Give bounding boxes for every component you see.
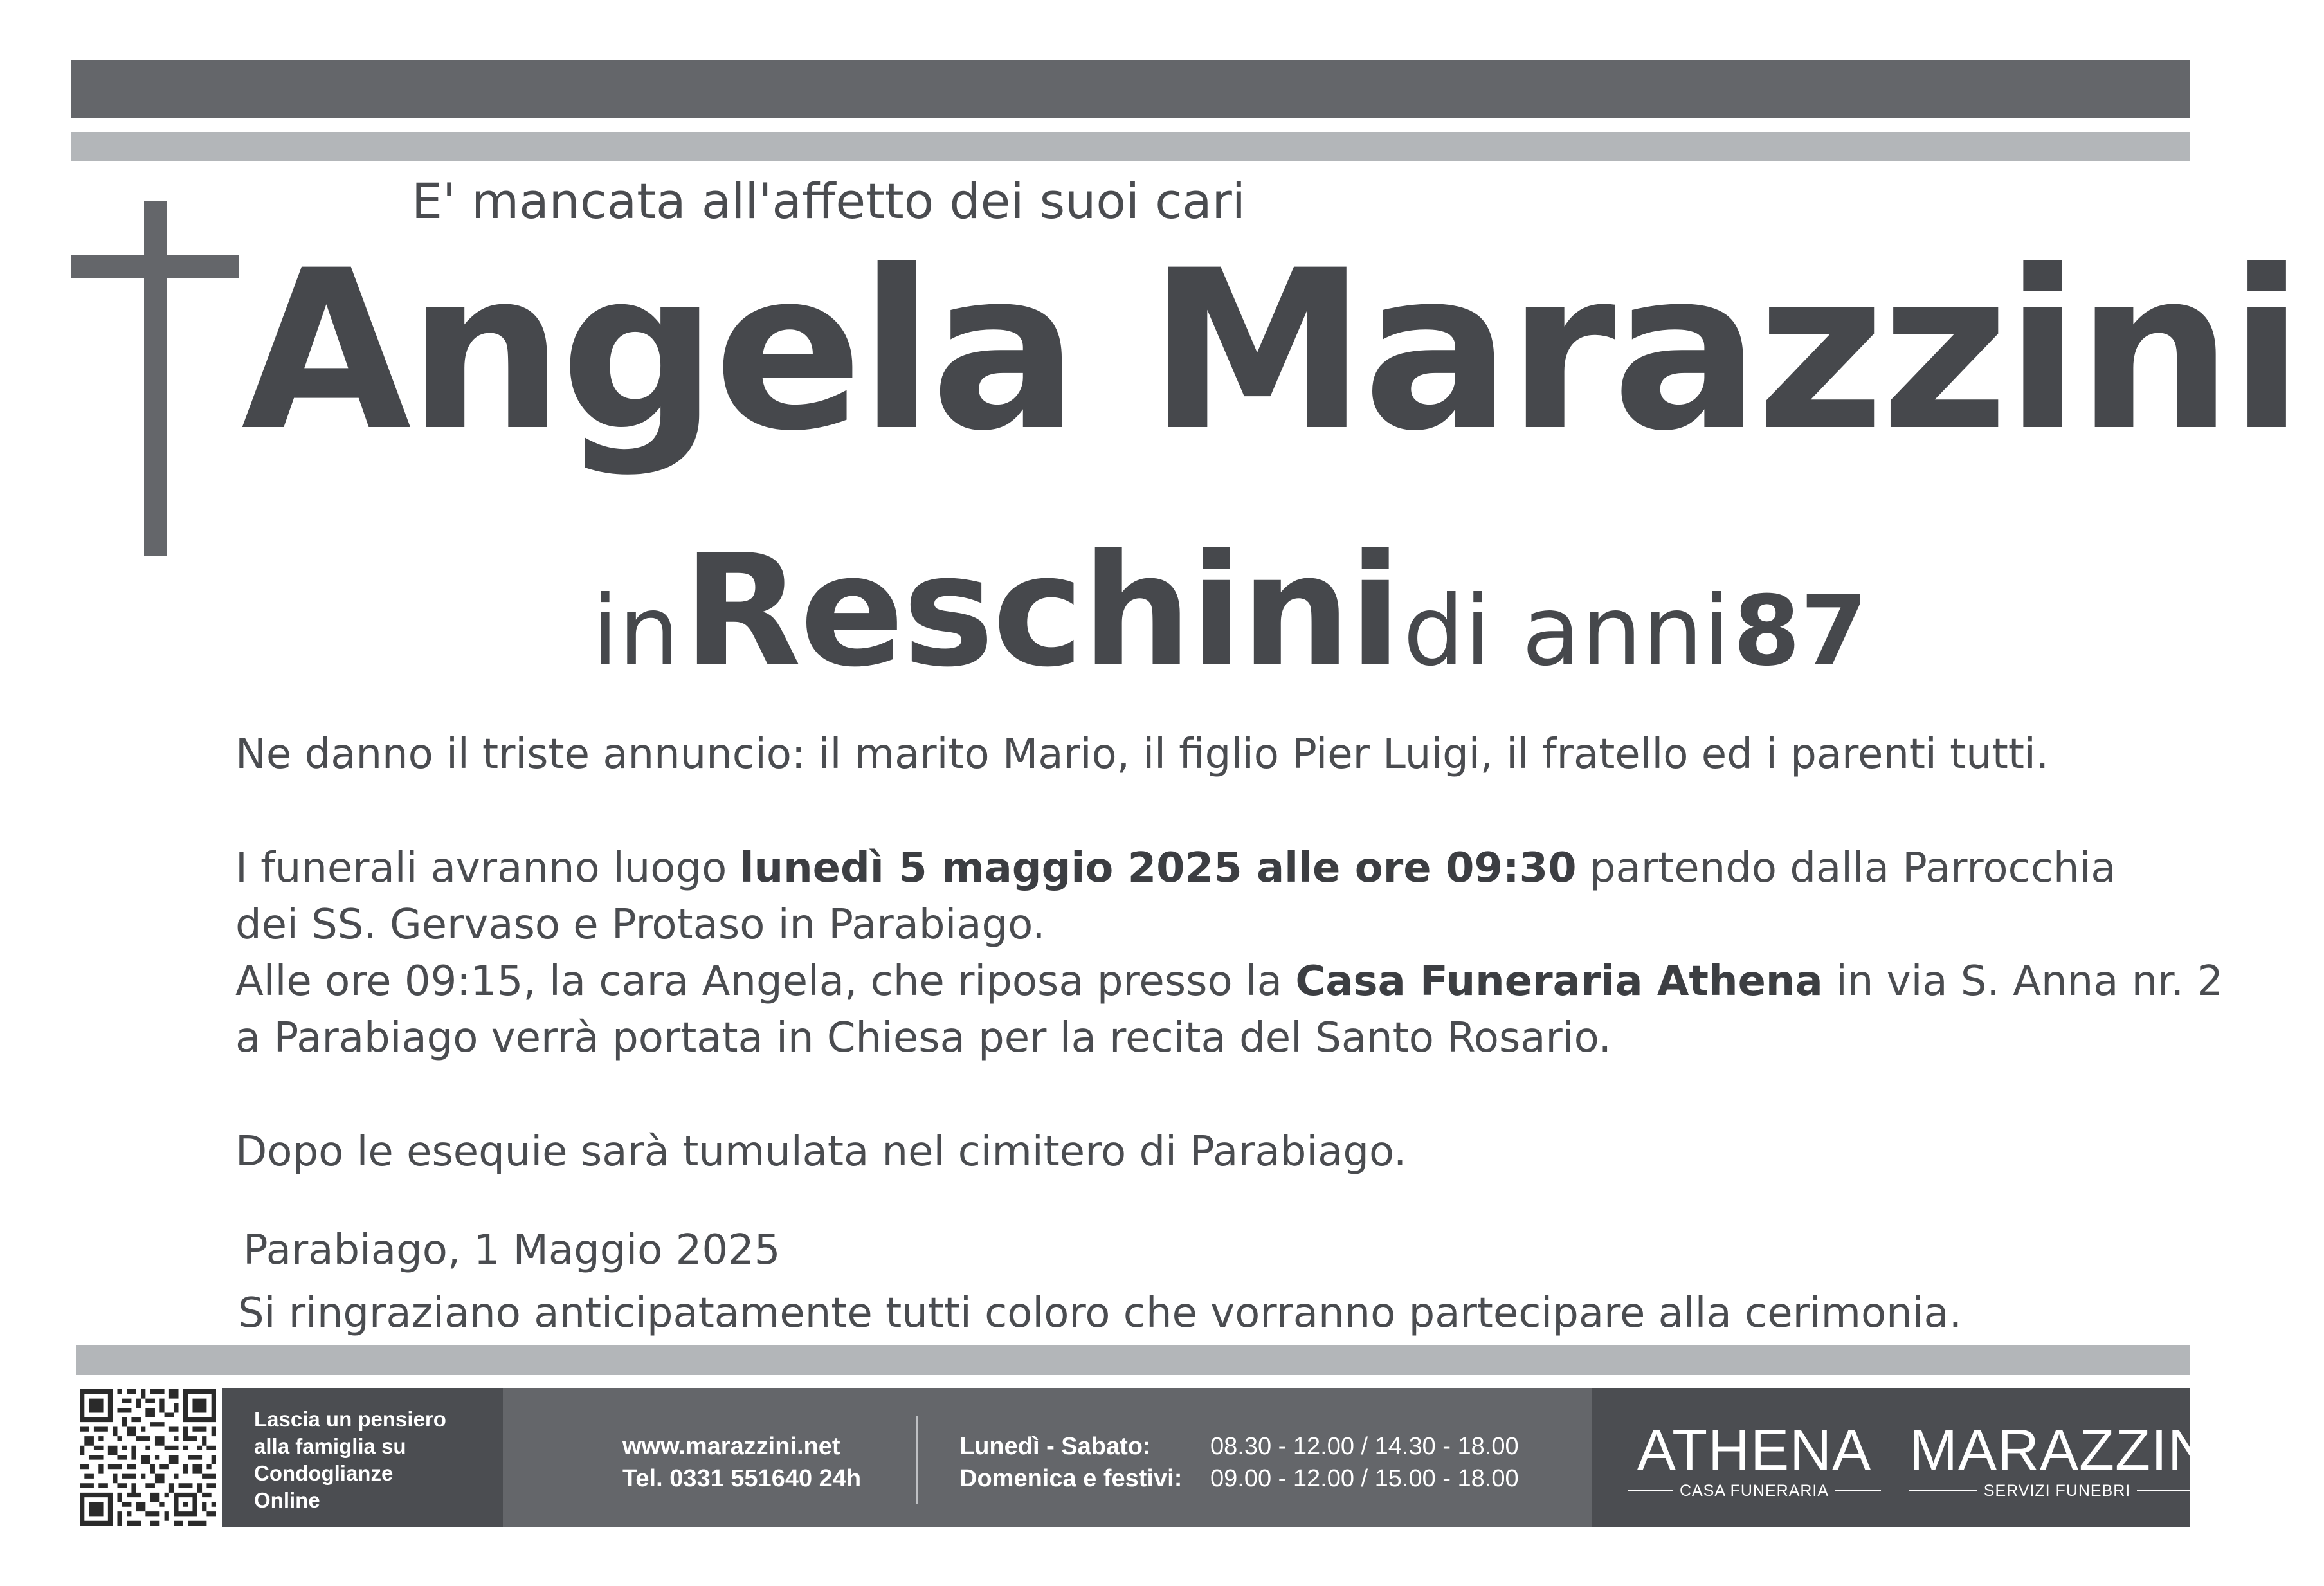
hours-weekday: 08.30 - 12.00 / 14.30 - 18.00 — [1210, 1433, 1519, 1460]
qr-code-icon — [77, 1389, 219, 1526]
bottom-light-bar — [76, 1345, 2190, 1375]
rosary-post: in via S. Anna nr. 2 — [1822, 958, 2224, 1005]
contact-panel — [503, 1388, 1592, 1527]
divider — [916, 1416, 918, 1504]
marazzini-logo — [1909, 1418, 2227, 1500]
athena-logo-name: ATHENA — [1637, 1418, 1872, 1482]
funeral-line — [235, 844, 2116, 892]
married-name: Reschini — [682, 521, 1400, 701]
footer — [76, 1388, 2227, 1527]
thanks-text: Si ringraziano anticipatamente tutti coloro che vorranno partecipare alla cerimonia. — [238, 1290, 1963, 1337]
top-dark-bar — [71, 60, 2190, 118]
announcement: Ne danno il triste annuncio: il marito Mario, il figlio Pier Luigi, il fratello ed i parenti tutti. — [235, 731, 2049, 778]
condolences-line-3: Condoglianze — [254, 1461, 394, 1485]
age-prefix: di anni — [1403, 576, 1730, 688]
married-prefix: in — [592, 576, 680, 688]
marazzini-logo-sub: SERVIZI FUNEBRI — [1983, 1482, 2131, 1500]
rosary-pre: Alle ore 09:15, la cara Angela, che riposa presso la — [235, 958, 1296, 1005]
rosary-place: Casa Funeraria Athena — [1295, 958, 1823, 1005]
burial-text: Dopo le esequie sarà tumulata nel cimitero di Parabiago. — [235, 1128, 1407, 1176]
place-date: Parabiago, 1 Maggio 2025 — [243, 1226, 781, 1274]
hours-holiday: 09.00 - 12.00 / 15.00 - 18.00 — [1210, 1465, 1519, 1492]
deceased-name: Angela Marazzini — [241, 223, 2301, 479]
married-name-line — [592, 521, 1868, 701]
funeral-pre: I funerali avranno luogo — [235, 844, 740, 892]
age: 87 — [1733, 576, 1868, 688]
condolences-line-2: alla famiglia su — [254, 1434, 406, 1458]
funeral-post: partendo dalla Parrocchia — [1576, 844, 2116, 892]
intro-text: E' mancata all'affetto dei suoi cari — [412, 172, 1246, 230]
qr-code-icon[interactable] — [76, 1388, 222, 1527]
funeral-line-2: dei SS. Gervaso e Protaso in Parabiago. — [235, 901, 1046, 949]
hours-weekday-label: Lunedì - Sabato: — [959, 1433, 1151, 1460]
hours-holiday-label: Domenica e festivi: — [959, 1465, 1183, 1492]
athena-logo — [1628, 1418, 1881, 1500]
condolences-line-4: Online — [254, 1488, 320, 1512]
top-light-bar — [71, 132, 2190, 161]
logos-panel — [1592, 1388, 2227, 1527]
phone-number[interactable]: Tel. 0331 551640 24h — [622, 1465, 862, 1492]
condolences-line-1: Lascia un pensiero — [254, 1407, 446, 1431]
marazzini-logo-name: MARAZZINI — [1909, 1418, 2227, 1482]
website-link[interactable]: www.marazzini.net — [622, 1433, 840, 1460]
athena-logo-sub: CASA FUNERARIA — [1679, 1482, 1829, 1500]
rosary-line — [235, 958, 2224, 1005]
funeral-date: lunedì 5 maggio 2025 alle ore 09:30 — [740, 844, 1577, 892]
rosary-line-2: a Parabiago verrà portata in Chiesa per la recita del Santo Rosario. — [235, 1014, 1611, 1062]
condolences-panel — [222, 1388, 503, 1527]
